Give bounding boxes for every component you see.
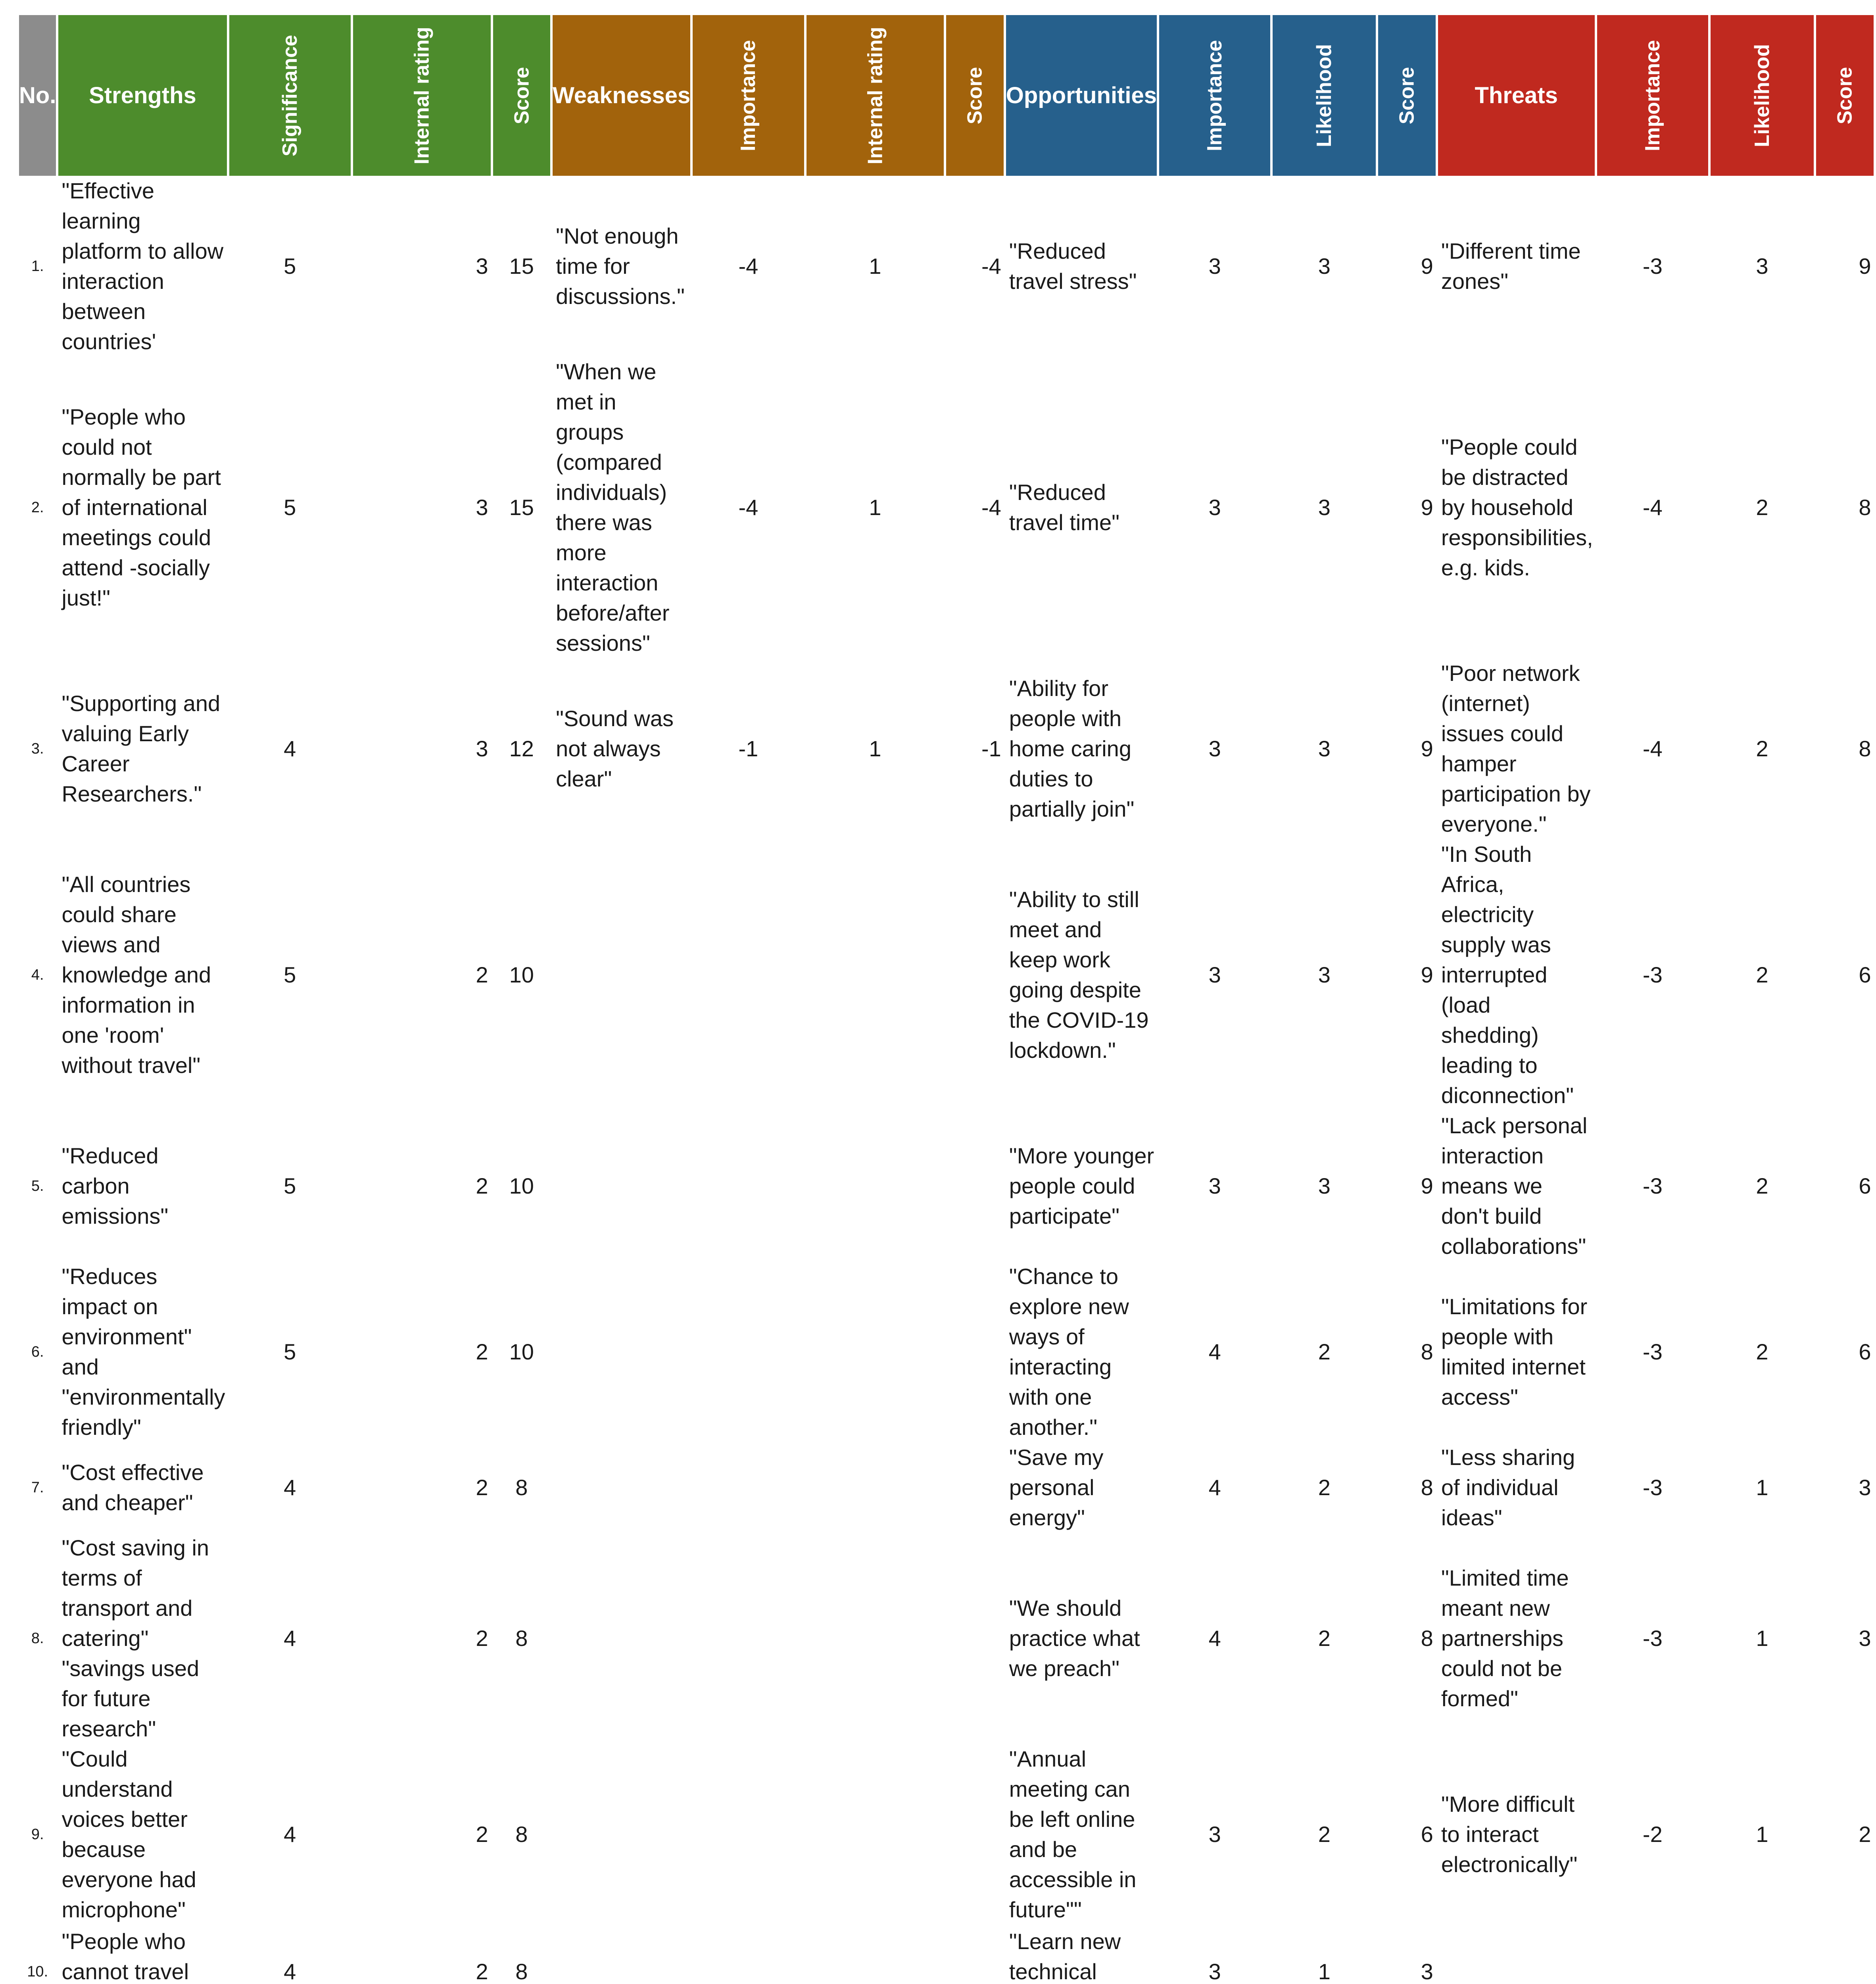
threat-score: 8 bbox=[1859, 736, 1871, 761]
opportunity-likelihood: 2 bbox=[1318, 1626, 1331, 1651]
threat-score bbox=[1816, 1925, 1874, 1984]
table-row bbox=[19, 1111, 1874, 1261]
opportunity-importance: 3 bbox=[1208, 736, 1221, 761]
strength-text: "All countries could share views and knowledge and information in one 'room' without travel" bbox=[61, 872, 211, 1078]
header-significance bbox=[229, 15, 351, 176]
strength-score: 8 bbox=[515, 1626, 528, 1651]
weakness-internal-rating: 1 bbox=[869, 495, 881, 520]
header-threats-importance bbox=[1597, 15, 1708, 176]
header-weaknesses-importance-label: Importance bbox=[737, 40, 760, 151]
row-number: 6. bbox=[31, 1344, 44, 1360]
opportunity-importance: 3 bbox=[1208, 1822, 1221, 1847]
threat-text: "Poor network (internet) issues could hamper participation by everyone." bbox=[1441, 661, 1591, 836]
strength-internal-rating: 2 bbox=[476, 1822, 488, 1847]
weakness-importance bbox=[693, 839, 804, 1111]
threat-likelihood: 2 bbox=[1756, 1173, 1768, 1198]
header-threats: Threats bbox=[1438, 15, 1595, 176]
weakness-score bbox=[946, 839, 1004, 1111]
strength-significance: 4 bbox=[284, 1475, 296, 1500]
weakness-score bbox=[946, 1533, 1004, 1744]
strength-significance: 4 bbox=[284, 1626, 296, 1651]
header-weaknesses-score-label: Score bbox=[963, 67, 987, 124]
header-weaknesses-importance bbox=[693, 15, 804, 176]
table-row bbox=[19, 1744, 1874, 1925]
strength-internal-rating: 2 bbox=[476, 1959, 488, 1984]
threat-text bbox=[1438, 1925, 1595, 1984]
header-weaknesses-internal-rating bbox=[806, 15, 944, 176]
threat-score: 6 bbox=[1859, 1339, 1871, 1364]
opportunity-likelihood: 1 bbox=[1318, 1959, 1331, 1984]
weakness-text bbox=[553, 1111, 690, 1261]
threat-score: 6 bbox=[1859, 962, 1871, 987]
threat-text: "Less sharing of individual ideas" bbox=[1441, 1445, 1575, 1530]
threat-likelihood: 2 bbox=[1756, 962, 1768, 987]
weakness-internal-rating: 1 bbox=[869, 254, 881, 279]
threat-score: 6 bbox=[1859, 1173, 1871, 1198]
header-threats-score-label: Score bbox=[1833, 67, 1857, 124]
threat-text: "Lack personal interaction means we don't build collaborations" bbox=[1441, 1113, 1588, 1259]
opportunity-text: "We should practice what we preach" bbox=[1009, 1596, 1140, 1681]
header-opportunities-score-label: Score bbox=[1395, 67, 1419, 124]
table-row bbox=[19, 1925, 1874, 1984]
header-opportunities-likelihood bbox=[1273, 15, 1376, 176]
weakness-score bbox=[946, 1744, 1004, 1925]
opportunity-score: 3 bbox=[1421, 1959, 1433, 1984]
weakness-importance: -4 bbox=[738, 495, 758, 520]
table-row bbox=[19, 1442, 1874, 1533]
header-threats-importance-label: Importance bbox=[1641, 40, 1664, 151]
strength-text: "People who cannot travel bbox=[61, 1928, 189, 1984]
threat-text: "More difficult to interact electronically" bbox=[1441, 1792, 1578, 1877]
opportunity-importance: 3 bbox=[1208, 254, 1221, 279]
swot-table bbox=[17, 15, 1876, 1984]
header-significance-label: Significance bbox=[278, 35, 301, 156]
strength-text: "Could understand voices better because everyone had microphone" bbox=[61, 1746, 196, 1922]
strength-text: "Supporting and valuing Early Career Researchers." bbox=[61, 691, 221, 806]
threat-text: "Different time zones" bbox=[1441, 238, 1581, 294]
opportunity-likelihood: 3 bbox=[1318, 962, 1331, 987]
opportunity-score: 9 bbox=[1421, 962, 1433, 987]
header-threats-likelihood bbox=[1711, 15, 1814, 176]
strength-significance: 4 bbox=[284, 1959, 296, 1984]
table-row bbox=[19, 176, 1874, 357]
strength-internal-rating: 3 bbox=[476, 736, 488, 761]
table-row bbox=[19, 658, 1874, 839]
opportunity-likelihood: 2 bbox=[1318, 1822, 1331, 1847]
opportunity-likelihood: 2 bbox=[1318, 1475, 1331, 1500]
threat-text: "Limitations for people with limited internet access" bbox=[1441, 1294, 1588, 1409]
header-strengths: Strengths bbox=[58, 15, 227, 176]
strength-score: 15 bbox=[509, 495, 534, 520]
strength-significance: 5 bbox=[284, 1173, 296, 1198]
row-number: 10. bbox=[27, 1963, 48, 1980]
opportunity-text: "Ability for people with home caring duties to partially join" bbox=[1009, 676, 1135, 821]
strength-internal-rating: 2 bbox=[476, 1173, 488, 1198]
opportunity-text: "Annual meeting can be left online and be accessible in future"" bbox=[1009, 1746, 1137, 1922]
threat-importance: -4 bbox=[1642, 495, 1663, 520]
threat-score: 2 bbox=[1859, 1822, 1871, 1847]
opportunity-text: "More younger people could participate" bbox=[1009, 1143, 1154, 1228]
header-opportunities-likelihood-label: Likelihood bbox=[1313, 44, 1336, 147]
strength-score: 10 bbox=[509, 1339, 534, 1364]
threat-likelihood bbox=[1711, 1925, 1814, 1984]
row-number: 7. bbox=[31, 1479, 44, 1496]
opportunity-score: 6 bbox=[1421, 1822, 1433, 1847]
threat-importance: -3 bbox=[1642, 1173, 1663, 1198]
weakness-internal-rating bbox=[806, 1261, 944, 1442]
threat-importance bbox=[1597, 1925, 1708, 1984]
header-opportunities-importance bbox=[1159, 15, 1270, 176]
threat-likelihood: 2 bbox=[1756, 495, 1768, 520]
strength-score: 8 bbox=[515, 1822, 528, 1847]
strength-score: 10 bbox=[509, 962, 534, 987]
threat-score: 8 bbox=[1859, 495, 1871, 520]
opportunity-importance: 3 bbox=[1208, 1173, 1221, 1198]
threat-likelihood: 2 bbox=[1756, 1339, 1768, 1364]
strength-score: 12 bbox=[509, 736, 534, 761]
opportunity-likelihood: 3 bbox=[1318, 254, 1331, 279]
weakness-internal-rating: 1 bbox=[869, 736, 881, 761]
weakness-score: -4 bbox=[981, 254, 1001, 279]
strength-score: 8 bbox=[515, 1475, 528, 1500]
weakness-text bbox=[553, 1442, 690, 1533]
strength-significance: 5 bbox=[284, 962, 296, 987]
weakness-importance: -1 bbox=[738, 736, 758, 761]
strength-significance: 5 bbox=[284, 254, 296, 279]
weakness-internal-rating bbox=[806, 839, 944, 1111]
opportunity-score: 9 bbox=[1421, 254, 1433, 279]
header-strengths-score bbox=[493, 15, 551, 176]
strength-text: "Reduces impact on environment" and "environmentally friendly" bbox=[61, 1264, 225, 1440]
opportunity-text: "Reduced travel stress" bbox=[1009, 238, 1137, 294]
row-number: 3. bbox=[31, 740, 44, 757]
opportunity-score: 8 bbox=[1421, 1475, 1433, 1500]
strength-score: 15 bbox=[509, 254, 534, 279]
weakness-score bbox=[946, 1925, 1004, 1984]
weakness-importance bbox=[693, 1261, 804, 1442]
header-strengths-score-label: Score bbox=[510, 67, 533, 124]
strength-significance: 5 bbox=[284, 495, 296, 520]
weakness-text: "When we met in groups (compared individuals) there was more interaction before/after sessions" bbox=[556, 359, 670, 656]
opportunity-likelihood: 3 bbox=[1318, 736, 1331, 761]
threat-text: "People could be distracted by household responsibilities, e.g. kids. bbox=[1441, 434, 1593, 580]
header-opportunities: Opportunities bbox=[1006, 15, 1157, 176]
opportunity-importance: 4 bbox=[1208, 1475, 1221, 1500]
weakness-text: "Not enough time for discussions." bbox=[556, 223, 685, 309]
opportunity-importance: 3 bbox=[1208, 495, 1221, 520]
opportunity-text: "Reduced travel time" bbox=[1009, 480, 1119, 535]
weakness-internal-rating bbox=[806, 1533, 944, 1744]
weakness-importance bbox=[693, 1533, 804, 1744]
weakness-score bbox=[946, 1111, 1004, 1261]
weakness-internal-rating bbox=[806, 1925, 944, 1984]
strength-internal-rating: 2 bbox=[476, 1339, 488, 1364]
strength-internal-rating: 3 bbox=[476, 495, 488, 520]
header-no: No. bbox=[19, 15, 56, 176]
weakness-importance bbox=[693, 1111, 804, 1261]
weakness-score bbox=[946, 1261, 1004, 1442]
row-number: 9. bbox=[31, 1826, 44, 1843]
threat-likelihood: 1 bbox=[1756, 1626, 1768, 1651]
header-strengths-internal-rating bbox=[353, 15, 491, 176]
strength-internal-rating: 2 bbox=[476, 962, 488, 987]
row-number: 5. bbox=[31, 1178, 44, 1194]
threat-text: "Limited time meant new partnerships could not be formed" bbox=[1441, 1565, 1569, 1711]
header-weaknesses: Weaknesses bbox=[553, 15, 690, 176]
weakness-text bbox=[553, 1925, 690, 1984]
threat-importance: -2 bbox=[1642, 1822, 1663, 1847]
strength-text: "Cost saving in terms of transport and catering" "savings used for future research" bbox=[61, 1535, 209, 1741]
strength-internal-rating: 2 bbox=[476, 1626, 488, 1651]
weakness-score: -4 bbox=[981, 495, 1001, 520]
threat-score: 3 bbox=[1859, 1475, 1871, 1500]
threat-importance: -4 bbox=[1642, 736, 1663, 761]
threat-importance: -3 bbox=[1642, 254, 1663, 279]
row-number: 1. bbox=[31, 258, 44, 275]
weakness-internal-rating bbox=[806, 1744, 944, 1925]
row-number: 8. bbox=[31, 1630, 44, 1647]
strength-score: 10 bbox=[509, 1173, 534, 1198]
threat-score: 9 bbox=[1859, 254, 1871, 279]
opportunity-score: 9 bbox=[1421, 495, 1433, 520]
threat-likelihood: 1 bbox=[1756, 1822, 1768, 1847]
opportunity-importance: 3 bbox=[1208, 962, 1221, 987]
weakness-importance bbox=[693, 1925, 804, 1984]
table-row bbox=[19, 1261, 1874, 1442]
weakness-importance bbox=[693, 1442, 804, 1533]
table-row bbox=[19, 1533, 1874, 1744]
table-row bbox=[19, 357, 1874, 658]
header-threats-likelihood-label: Likelihood bbox=[1750, 44, 1774, 147]
strength-internal-rating: 2 bbox=[476, 1475, 488, 1500]
header-strengths-internal-rating-label: Internal rating bbox=[410, 27, 434, 164]
threat-text: "In South Africa, electricity supply was interrupted (load shedding) leading to diconnection" bbox=[1441, 842, 1574, 1108]
opportunity-text: "Ability to still meet and keep work going despite the COVID-19 lockdown." bbox=[1009, 887, 1149, 1063]
strength-score: 8 bbox=[515, 1959, 528, 1984]
row-number: 2. bbox=[31, 499, 44, 516]
opportunity-text: "Learn new technical bbox=[1009, 1928, 1121, 1984]
strength-text: "Effective learning platform to allow interaction between countries' bbox=[61, 178, 224, 354]
opportunity-score: 9 bbox=[1421, 1173, 1433, 1198]
header-opportunities-importance-label: Importance bbox=[1203, 40, 1227, 151]
weakness-score bbox=[946, 1442, 1004, 1533]
opportunity-importance: 3 bbox=[1208, 1959, 1221, 1984]
weakness-internal-rating bbox=[806, 1442, 944, 1533]
threat-likelihood: 2 bbox=[1756, 736, 1768, 761]
row-number: 4. bbox=[31, 967, 44, 983]
threat-likelihood: 3 bbox=[1756, 254, 1768, 279]
strength-significance: 4 bbox=[284, 1822, 296, 1847]
opportunity-score: 8 bbox=[1421, 1626, 1433, 1651]
opportunity-importance: 4 bbox=[1208, 1626, 1221, 1651]
header-weaknesses-internal-rating-label: Internal rating bbox=[863, 27, 887, 164]
opportunity-likelihood: 3 bbox=[1318, 495, 1331, 520]
weakness-text bbox=[553, 1744, 690, 1925]
strength-text: "People who could not normally be part of international meetings could attend -socially just!" bbox=[61, 404, 221, 610]
weakness-importance: -4 bbox=[738, 254, 758, 279]
threat-score: 3 bbox=[1859, 1626, 1871, 1651]
opportunity-text: "Chance to explore new ways of interacting with one another." bbox=[1009, 1264, 1129, 1440]
weakness-score: -1 bbox=[981, 736, 1001, 761]
strength-significance: 4 bbox=[284, 736, 296, 761]
weakness-text bbox=[553, 1533, 690, 1744]
opportunity-score: 8 bbox=[1421, 1339, 1433, 1364]
weakness-text bbox=[553, 1261, 690, 1442]
weakness-internal-rating bbox=[806, 1111, 944, 1261]
strength-text: "Cost effective and cheaper" bbox=[61, 1460, 204, 1515]
threat-importance: -3 bbox=[1642, 962, 1663, 987]
header-threats-score bbox=[1816, 15, 1874, 176]
strength-significance: 5 bbox=[284, 1339, 296, 1364]
weakness-importance bbox=[693, 1744, 804, 1925]
weakness-text: "Sound was not always clear" bbox=[556, 706, 674, 791]
weakness-text bbox=[553, 839, 690, 1111]
opportunity-likelihood: 2 bbox=[1318, 1339, 1331, 1364]
threat-importance: -3 bbox=[1642, 1626, 1663, 1651]
opportunity-likelihood: 3 bbox=[1318, 1173, 1331, 1198]
threat-importance: -3 bbox=[1642, 1475, 1663, 1500]
strength-internal-rating: 3 bbox=[476, 254, 488, 279]
header-weaknesses-score bbox=[946, 15, 1004, 176]
threat-importance: -3 bbox=[1642, 1339, 1663, 1364]
table-row bbox=[19, 839, 1874, 1111]
threat-likelihood: 1 bbox=[1756, 1475, 1768, 1500]
opportunity-importance: 4 bbox=[1208, 1339, 1221, 1364]
header-opportunities-score bbox=[1378, 15, 1436, 176]
header-row bbox=[19, 15, 1874, 176]
opportunity-text: "Save my personal energy" bbox=[1009, 1445, 1104, 1530]
opportunity-score: 9 bbox=[1421, 736, 1433, 761]
strength-text: "Reduced carbon emissions" bbox=[61, 1143, 169, 1228]
